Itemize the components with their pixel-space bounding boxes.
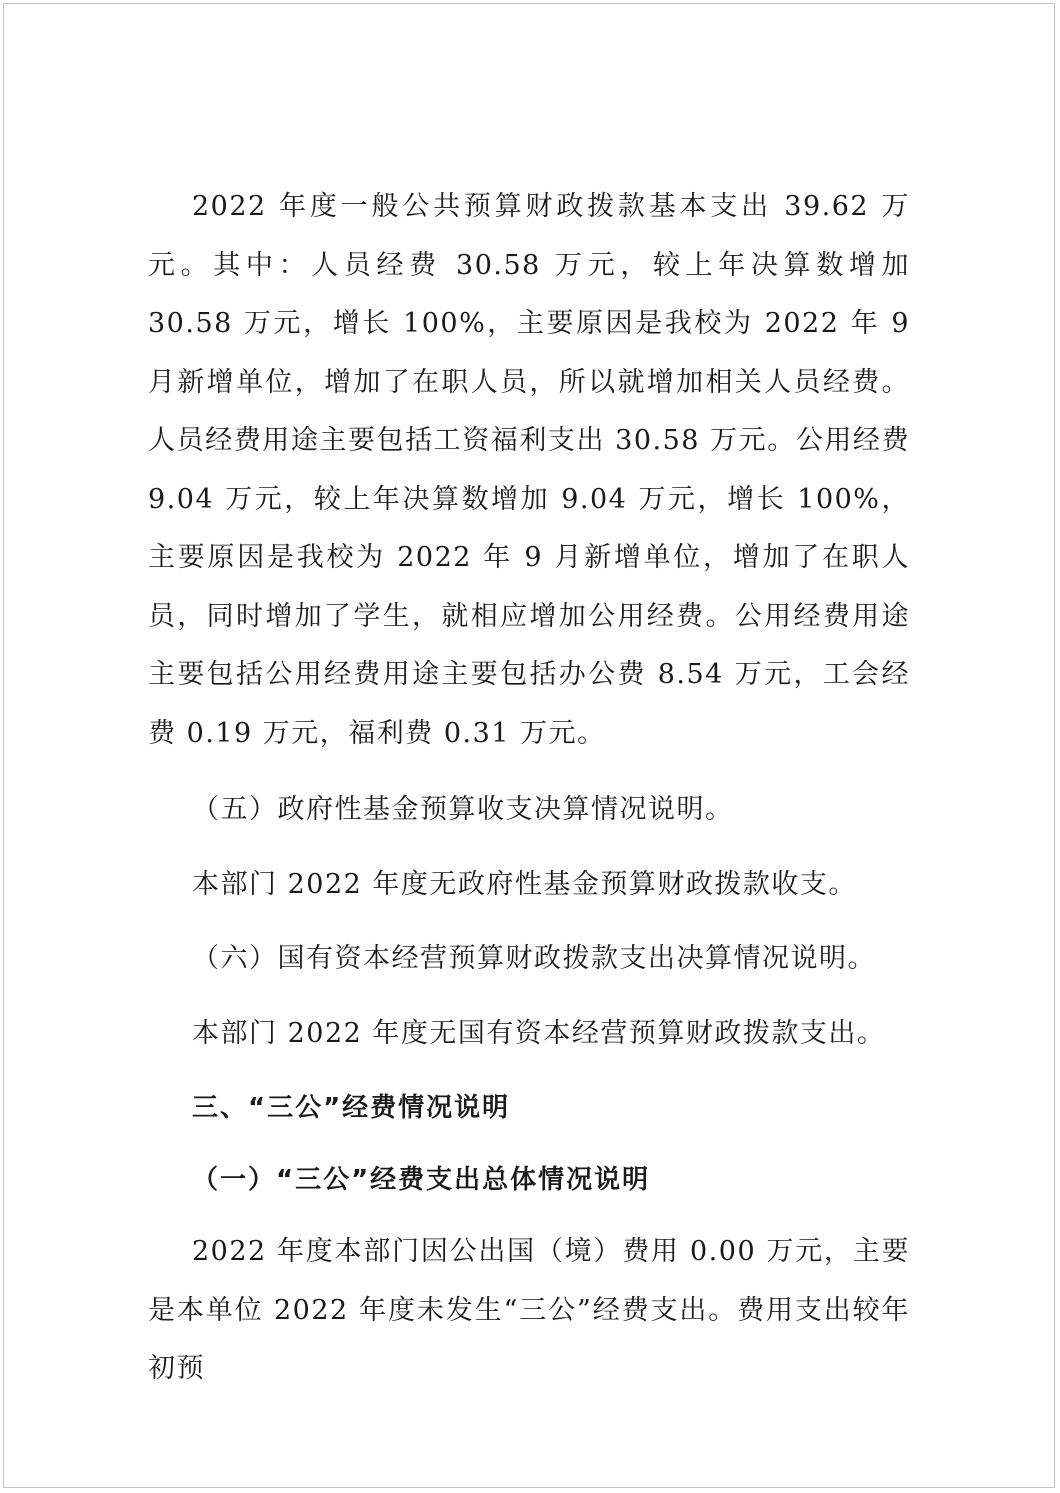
chapter-heading-three-public: 三、“三公”经费情况说明 — [192, 1093, 511, 1123]
document-body — [148, 178, 910, 1399]
paragraph-government-fund: 本部门 2022 年度无政府性基金预算财政拨款收支。 — [192, 868, 857, 900]
paragraph-state-capital: 本部门 2022 年度无国有资本经营预算财政拨款支出。 — [192, 1017, 886, 1049]
paragraph-basic-expenditure: 2022 年度一般公共预算财政拨款基本支出 39.62 万元。其中：人员经费 30.58 万元，较上年决算数增加 30.58 万元，增长 100%，主要原因是我校为 2022 年 9 月新增单位，增加了在职人员，所以就增加相关人员经费。人员经费用途主要包括工资福利支出 30.58 万元。公用经费 9.04 万元，较上年决算数增加 9.04 万元，增长 100%，主要原因是我校为 2022 年 9 月新增单位，增加了在职人员，同时增加了学生，就相应增加公用经费。公用经费用途主要包括公用经费用途主要包括办公费 8.54 万元，工会经费 0.19 万元，福利费 0.31 万元。 — [148, 191, 910, 749]
section-heading-government-fund: （五）政府性基金预算收支决算情况说明。 — [192, 794, 734, 825]
paragraph-three-public-overview: 2022 年度本部门因公出国（境）费用 0.00 万元，主要是本单位 2022 年度未发生“三公”经费支出。费用支出较年初预 — [148, 1236, 910, 1384]
section-heading-state-capital: （六）国有资本经营预算财政拨款支出决算情况说明。 — [192, 943, 876, 974]
section-heading-three-public-overview: （一）“三公”经费支出总体情况说明 — [192, 1165, 651, 1195]
